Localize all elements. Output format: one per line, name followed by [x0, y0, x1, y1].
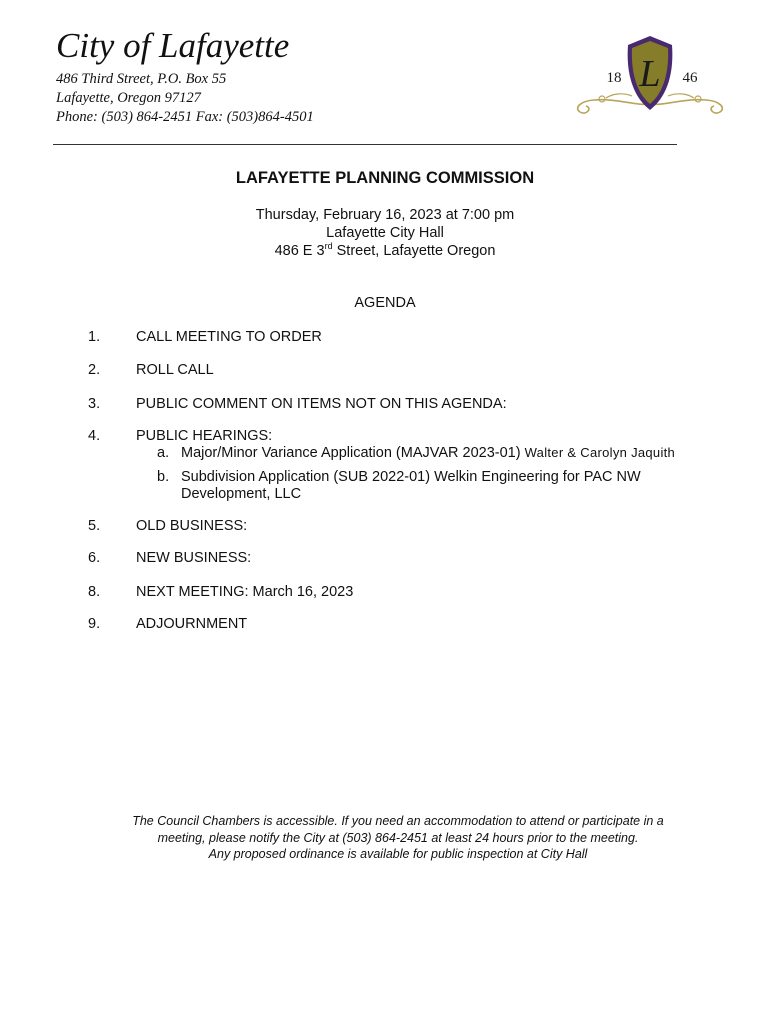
notice-line-2: meeting, please notify the City at (503) 864-2451 at least 24 hours prior to the meeting. — [157, 830, 639, 845]
address-line-1: 486 Third Street, P.O. Box 55 — [56, 71, 227, 87]
commission-title: LAFAYETTE PLANNING COMMISSION — [235, 169, 535, 187]
notice-line-1: The Council Chambers is accessible. If you need an accommodation to attend or participate in a — [132, 814, 664, 828]
meeting-address: 486 E 3rd Street, Lafayette Oregon — [274, 241, 496, 259]
agenda-heading: AGENDA — [354, 295, 416, 311]
address-line-2: Lafayette, Oregon 97127 — [56, 90, 201, 106]
notice-line-3: Any proposed ordinance is available for public inspection at City Hall — [208, 847, 588, 861]
org-name: City of Lafayette — [56, 26, 290, 65]
seal-year-right: 46 — [682, 70, 698, 86]
seal-initial: L — [639, 53, 661, 95]
meeting-date-time: Thursday, February 16, 2023 at 7:00 pm — [255, 207, 515, 223]
seal-year-left: 18 — [606, 70, 622, 86]
meeting-venue: Lafayette City Hall — [326, 225, 444, 241]
phone-fax: Phone: (503) 864-2451 Fax: (503)864-4501 — [56, 109, 314, 125]
header-divider — [53, 144, 677, 145]
city-seal-logo — [566, 34, 734, 118]
accessibility-notice — [0, 813, 770, 863]
